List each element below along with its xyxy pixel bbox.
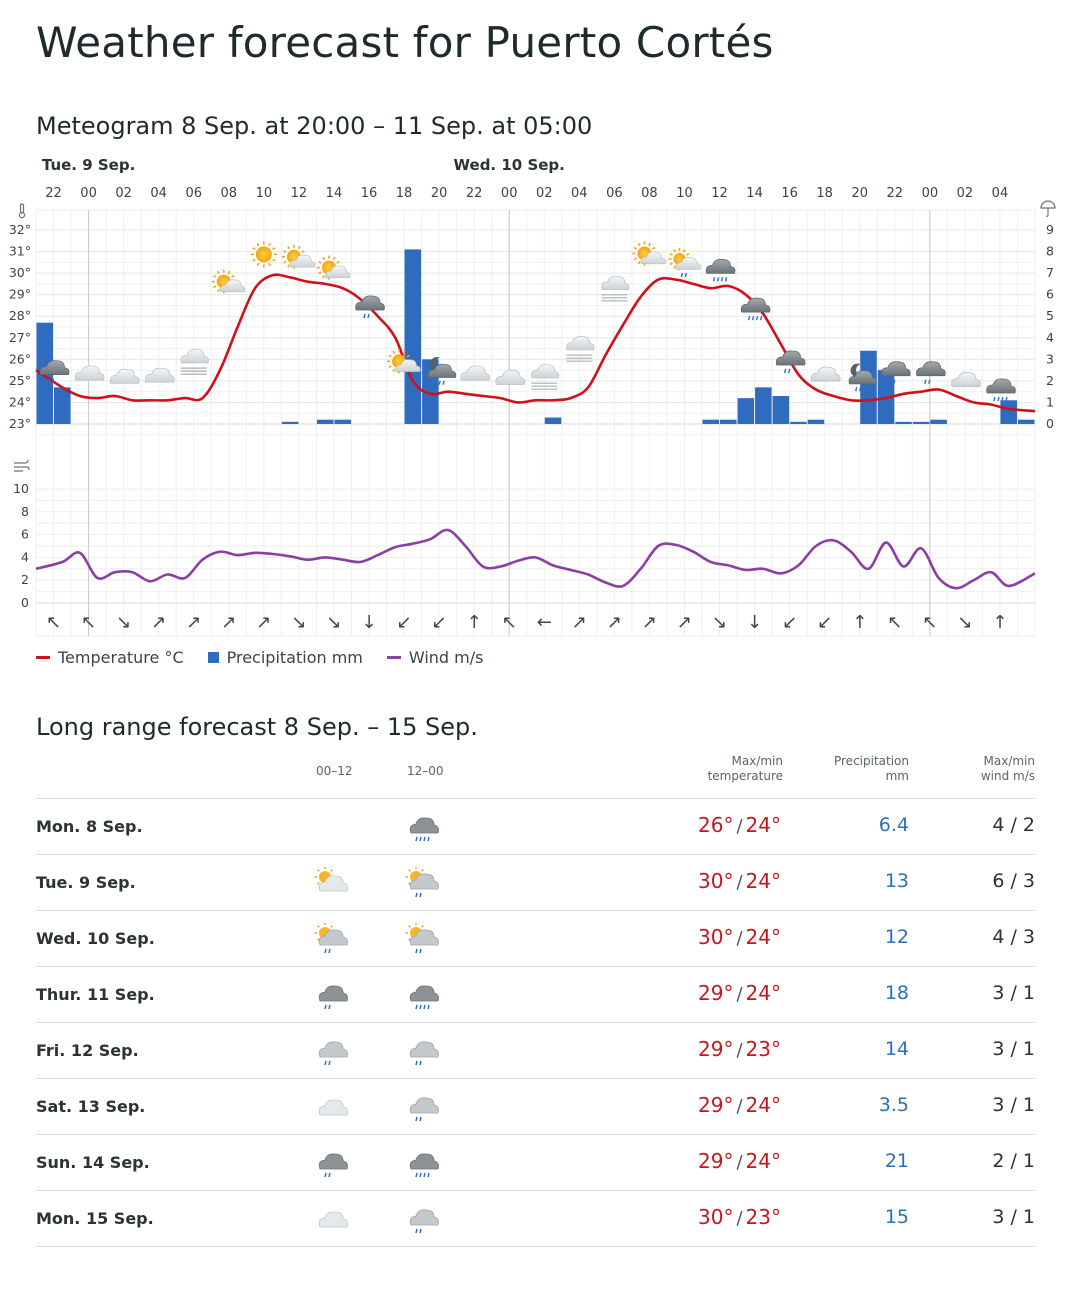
precipitation-tick-label: 5	[1046, 308, 1054, 324]
rain-drop	[753, 316, 754, 320]
x-tick-label: 10	[255, 186, 273, 201]
long-range-heading: Long range forecast 8 Sep. – 15 Sep.	[36, 713, 478, 741]
precipitation-tick-label: 4	[1046, 329, 1054, 345]
wind-tick-label: 2	[21, 572, 29, 588]
wind-tick-label: 10	[13, 481, 29, 496]
row-precipitation: 12	[884, 926, 909, 948]
precipitation-bar	[808, 420, 825, 424]
wind-arrow: ↗	[256, 612, 272, 633]
meteogram-heading: Meteogram 8 Sep. at 20:00 – 11 Sep. at 05:00	[36, 112, 593, 140]
row-min-temp: 24°	[745, 1149, 781, 1173]
wind-tick-label: 8	[21, 503, 29, 519]
rain-drop	[722, 277, 723, 281]
row-precipitation: 6.4	[878, 814, 909, 836]
table-row	[36, 1079, 1035, 1135]
rain-drop	[894, 380, 895, 384]
rain-drop	[685, 273, 686, 277]
wind-arrow: ↓	[361, 612, 377, 633]
wind-arrow: ↗	[676, 612, 693, 633]
light-rain-icon	[405, 1203, 441, 1235]
x-tick-label: 02	[535, 186, 553, 201]
legend-precipitation-swatch	[208, 652, 219, 663]
x-tick-label: 22	[465, 186, 483, 201]
precipitation-bar	[860, 351, 877, 424]
wind-arrow: ↗	[151, 612, 167, 633]
row-day: Wed. 10 Sep.	[36, 929, 155, 948]
precipitation-axis	[1046, 222, 1054, 431]
x-tick-label: 16	[360, 186, 378, 201]
row-day: Sun. 14 Sep.	[36, 1153, 150, 1172]
precipitation-bar	[317, 420, 334, 424]
legend-precipitation-label: Precipitation mm	[226, 648, 363, 667]
row-wind: 4 / 3	[992, 926, 1035, 948]
wind-arrow: ↙	[396, 612, 412, 633]
precipitation-bar	[54, 387, 71, 424]
wind-tick-label: 4	[21, 549, 29, 565]
row-min-temp: 24°	[745, 981, 781, 1005]
rain-drop	[757, 316, 758, 320]
precipitation-bar	[895, 422, 912, 424]
x-tick-label: 14	[325, 186, 343, 201]
legend-precipitation	[208, 648, 363, 667]
legend-temperature	[36, 648, 184, 667]
row-max-temp: 29°	[698, 1149, 734, 1173]
row-max-temp: 26°	[698, 813, 734, 837]
wind-arrow: ↖	[45, 612, 62, 633]
wind-arrow: ↙	[817, 612, 833, 633]
temperature-tick-label: 28°	[8, 308, 31, 324]
row-temperature: 29° / 24°	[698, 1093, 781, 1117]
table-row	[36, 1023, 1035, 1079]
legend-wind-swatch	[387, 656, 401, 659]
row-min-temp: 23°	[745, 1037, 781, 1061]
row-precipitation: 21	[884, 1150, 909, 1172]
x-tick-label: 20	[430, 186, 448, 201]
precipitation-tick-label: 7	[1046, 265, 1054, 281]
wind-arrow: ↖	[501, 612, 517, 633]
rain-drop	[994, 397, 995, 401]
table-row	[36, 967, 1035, 1023]
row-precipitation: 13	[884, 870, 909, 892]
rain-drop	[789, 369, 790, 373]
x-tick-label: 00	[500, 186, 518, 201]
x-tick-label: 02	[956, 186, 974, 201]
precipitation-bar	[790, 422, 807, 424]
wind-arrow: ↘	[711, 612, 728, 633]
wind-arrow: ↘	[291, 612, 307, 633]
precipitation-bar	[1018, 420, 1035, 424]
temperature-tick-label: 26°	[8, 351, 31, 367]
wind-arrow: ↘	[116, 612, 132, 633]
wind-arrow: ←	[536, 612, 552, 633]
wind-arrow: ↘	[957, 612, 973, 633]
row-min-temp: 24°	[745, 869, 781, 893]
rain-drop	[439, 381, 440, 385]
legend-wind	[387, 648, 484, 667]
precipitation-tick-label: 1	[1046, 394, 1054, 410]
x-tick-label: 22	[886, 186, 904, 201]
partly-cloudy-icon	[314, 867, 350, 899]
precipitation-bar	[913, 422, 930, 424]
wind-arrow: ↗	[186, 612, 202, 633]
umbrella-icon	[1041, 201, 1055, 216]
cloud-icon	[314, 1203, 350, 1235]
x-tick-label: 18	[395, 186, 413, 201]
row-min-temp: 24°	[745, 925, 781, 949]
temperature-tick-label: 31°	[8, 243, 31, 259]
x-tick-label: 14	[746, 186, 763, 201]
rain-drop	[443, 381, 444, 385]
rain-drop	[749, 316, 750, 320]
precipitation-tick-label: 9	[1046, 222, 1054, 237]
wind-arrow: ↘	[326, 612, 342, 633]
rain-drop	[761, 316, 762, 320]
x-tick-label: 12	[290, 186, 308, 201]
temperature-tick-label: 24°	[8, 394, 31, 410]
day-label: Tue. 9 Sep.	[41, 156, 136, 174]
wind-arrow: ↖	[81, 612, 97, 633]
cloud-icon	[314, 1091, 350, 1123]
row-temperature: 30° / 23°	[698, 1205, 781, 1229]
temperature-tick-label: 29°	[8, 286, 31, 302]
wind-arrow: ↑	[466, 612, 482, 633]
row-temperature: 30° / 24°	[698, 925, 781, 949]
wind-arrow: ↖	[922, 612, 938, 633]
row-temperature: 26° / 24°	[698, 813, 781, 837]
x-tick-label: 18	[816, 186, 833, 201]
row-day: Mon. 8 Sep.	[36, 817, 143, 836]
header-precipitation: Precipitation mm	[833, 754, 909, 783]
table-row	[36, 855, 1035, 911]
precipitation-bar	[720, 420, 737, 424]
legend	[36, 648, 483, 667]
rain-drop	[929, 380, 930, 384]
wind-arrow: ↑	[992, 612, 1008, 633]
partly-cloudy-rain-icon	[405, 867, 441, 899]
rain-drop	[368, 314, 369, 318]
x-tick-label: 04	[571, 186, 588, 201]
x-tick-label: 22	[45, 186, 62, 201]
page-title: Weather forecast for Puerto Cortés	[36, 18, 774, 67]
rain-drop	[714, 277, 715, 281]
precipitation-bar	[738, 398, 755, 424]
row-min-temp: 23°	[745, 1205, 781, 1229]
x-tick-label: 10	[676, 186, 693, 201]
row-wind: 3 / 1	[992, 1038, 1035, 1060]
precipitation-bar	[1000, 400, 1017, 424]
rain-drop	[856, 387, 857, 391]
x-tick-label: 02	[115, 186, 132, 201]
rain-cloud-icon	[314, 1147, 350, 1179]
rain-drop	[860, 387, 861, 391]
wind-icon	[14, 460, 29, 471]
row-temperature: 29° / 23°	[698, 1037, 781, 1061]
row-max-temp: 30°	[698, 925, 734, 949]
x-tick-label: 06	[606, 186, 623, 201]
wind-arrow: ↗	[571, 612, 587, 633]
heavy-rain-icon	[405, 811, 441, 843]
row-max-temp: 29°	[698, 981, 734, 1005]
precipitation-bar	[545, 418, 562, 424]
rain-drop	[681, 273, 682, 277]
day-label: Wed. 10 Sep.	[453, 156, 565, 174]
row-day: Mon. 15 Sep.	[36, 1209, 154, 1228]
row-precipitation: 18	[884, 982, 909, 1004]
row-max-temp: 29°	[698, 1037, 734, 1061]
temperature-axis	[9, 222, 31, 431]
temperature-tick-label: 27°	[8, 329, 31, 345]
heavy-rain-icon	[405, 1147, 441, 1179]
header-period-1: 00–12	[316, 764, 353, 778]
x-tick-label: 00	[80, 186, 97, 201]
light-rain-icon	[405, 1091, 441, 1123]
rain-drop	[1002, 397, 1003, 401]
rain-drop	[726, 277, 727, 281]
legend-temperature-label: Temperature °C	[58, 648, 184, 667]
row-wind: 3 / 1	[992, 1094, 1035, 1116]
x-tick-label: 16	[781, 186, 798, 201]
row-min-temp: 24°	[745, 1093, 781, 1117]
row-day: Fri. 12 Sep.	[36, 1041, 139, 1060]
rain-drop	[925, 380, 926, 384]
precipitation-tick-label: 8	[1046, 243, 1054, 259]
x-tick-label: 08	[641, 186, 658, 201]
row-max-temp: 29°	[698, 1093, 734, 1117]
table-row	[36, 799, 1035, 855]
wind-arrow: ↙	[782, 612, 798, 633]
wind-tick-label: 6	[21, 526, 29, 542]
row-max-temp: 30°	[698, 869, 734, 893]
temperature-tick-label: 25°	[8, 372, 31, 388]
day-labels	[42, 156, 565, 174]
legend-temperature-swatch	[36, 656, 50, 659]
row-wind: 6 / 3	[992, 870, 1035, 892]
legend-wind-label: Wind m/s	[408, 648, 484, 667]
x-tick-label: 12	[711, 186, 728, 201]
wind-axis	[13, 481, 29, 610]
rain-drop	[864, 387, 865, 391]
row-wind: 3 / 1	[992, 1206, 1035, 1228]
table-row	[36, 911, 1035, 967]
rain-drop	[785, 369, 786, 373]
rain-drop	[435, 381, 436, 385]
row-temperature: 30° / 24°	[698, 869, 781, 893]
x-tick-label: 20	[851, 186, 869, 201]
precipitation-bar	[282, 422, 299, 424]
x-tick-label: 06	[185, 186, 203, 201]
rain-drop	[364, 314, 365, 318]
heavy-rain-icon	[405, 979, 441, 1011]
row-precipitation: 14	[884, 1038, 909, 1060]
wind-arrow: ↖	[887, 612, 903, 633]
precipitation-bar	[930, 420, 947, 424]
rain-cloud-icon	[314, 979, 350, 1011]
meteogram-chart	[0, 150, 1080, 650]
row-day: Sat. 13 Sep.	[36, 1097, 146, 1116]
row-max-temp: 30°	[698, 1205, 734, 1229]
rain-drop	[1006, 397, 1007, 401]
table-row	[36, 1135, 1035, 1191]
row-wind: 2 / 1	[992, 1150, 1035, 1172]
row-precipitation: 3.5	[878, 1094, 909, 1116]
header-temperature: Max/min temperature	[707, 754, 783, 783]
row-precipitation: 15	[884, 1206, 909, 1228]
sun-disc	[256, 246, 272, 262]
precipitation-tick-label: 6	[1046, 286, 1054, 302]
table-row	[36, 1191, 1035, 1247]
precipitation-tick-label: 3	[1046, 351, 1054, 367]
light-rain-icon	[314, 1035, 350, 1067]
x-tick-label: 04	[150, 186, 167, 201]
x-tick-labels	[45, 186, 1008, 201]
wind-tick-label: 0	[21, 595, 29, 610]
row-wind: 4 / 2	[992, 814, 1035, 836]
x-tick-label: 08	[220, 186, 238, 201]
row-wind: 3 / 1	[992, 982, 1035, 1004]
table-body	[36, 799, 1035, 1247]
thermometer-icon	[19, 204, 24, 218]
rain-drop	[998, 397, 999, 401]
precipitation-bar	[755, 387, 772, 424]
rain-drop	[890, 380, 891, 384]
row-day: Tue. 9 Sep.	[36, 873, 136, 892]
precipitation-bar	[405, 249, 422, 424]
row-min-temp: 24°	[745, 813, 781, 837]
precipitation-bar	[773, 396, 790, 424]
x-tick-label: 00	[921, 186, 939, 201]
rain-drop	[49, 379, 50, 383]
rain-drop	[718, 277, 719, 281]
wind-arrow: ↑	[852, 612, 868, 633]
partly-cloudy-rain-icon	[405, 923, 441, 955]
partly-cloudy-rain-icon	[314, 923, 350, 955]
wind-arrow: ↗	[606, 612, 622, 633]
row-temperature: 29° / 24°	[698, 981, 781, 1005]
temperature-tick-label: 23°	[8, 416, 31, 431]
table-header	[36, 750, 1035, 799]
wind-arrow: ↗	[641, 612, 657, 633]
wind-arrow: ↓	[747, 612, 763, 633]
precipitation-tick-label: 2	[1046, 372, 1054, 388]
temperature-tick-label: 30°	[8, 265, 31, 281]
temperature-tick-label: 32°	[8, 222, 31, 237]
long-range-table	[36, 750, 1035, 1247]
wind-arrow: ↙	[431, 612, 447, 633]
x-tick-label: 04	[991, 186, 1009, 201]
row-temperature: 29° / 24°	[698, 1149, 781, 1173]
header-period-2: 12–00	[407, 764, 444, 778]
row-day: Thur. 11 Sep.	[36, 985, 155, 1004]
header-wind: Max/min wind m/s	[980, 754, 1035, 783]
light-rain-icon	[405, 1035, 441, 1067]
precipitation-bar	[703, 420, 720, 424]
wind-arrow: ↗	[221, 612, 237, 633]
precipitation-bar	[334, 420, 351, 424]
rain-drop	[53, 379, 54, 383]
precipitation-tick-label: 0	[1046, 416, 1054, 431]
